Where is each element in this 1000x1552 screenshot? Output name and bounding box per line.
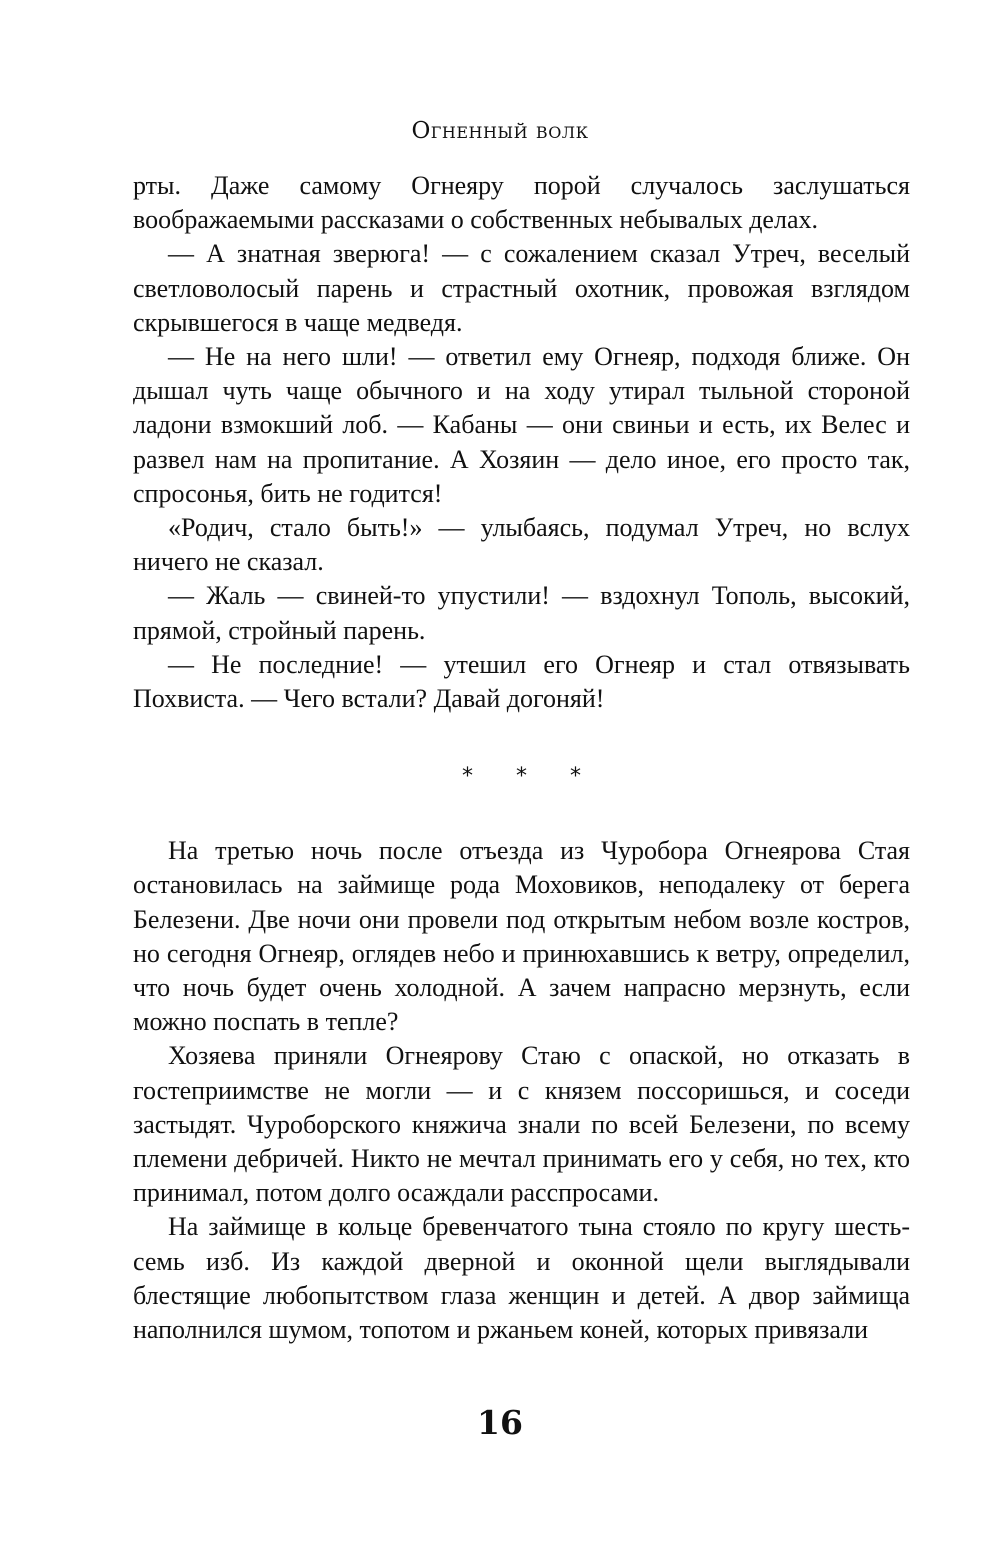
paragraph-dialogue-topol: — Жаль — свиней-то упустили! — вздохнул Тополь, высокий, прямой, стройный парень. [133,581,910,645]
body-text [133,169,910,1347]
paragraph-dialogue-utrech: — А знатная зверюга! — с сожалением сказал Утреч, веселый светловолосый парень и страстный охотник, провожая взглядом скрывшегося в чаще медведя. [133,239,910,337]
paragraph-utrech-thought: «Родич, стало быть!» — улыбаясь, подумал Утреч, но вслух ничего не сказал. [133,513,910,577]
page-number: 16 [477,1403,523,1442]
paragraph-third-night: На третью ночь после отъезда из Чуробора Огнеярова Стая остановилась на займище рода Моховиков, неподалеку от берега Белезени. Две ночи они провели под открытым небом возле костров, но сегодня Огнеяр, оглядев небо и принюхавшись к ветру, определил, что ночь будет очень холодной. А зачем напрасно мерзнуть, если можно поспать в тепле? [133,836,910,1037]
paragraph-continuation: рты. Даже самому Огнеяру порой случалось заслушаться воображаемыми рассказами о собственных небывалых делах. [133,171,910,235]
running-header: Огненный волк [411,118,589,144]
paragraph-hosts: Хозяева приняли Огнеярову Стаю с опаской, но отказать в гостеприимстве не могли — и с князем поссоришься, и соседи застыдят. Чуроборского княжича знали по всей Белезени, по всему племени дебричей. Никто не мечтал принимать его у себя, но тех, кто принимал, потом долго осаждали расспросами. [133,1041,910,1208]
paragraph-dialogue-ogneyar: — Не на него шли! — ответил ему Огнеяр, подходя ближе. Он дышал чуть чаще обычного и на ходу утирал тыльной стороной ладони взмокший лоб. — Кабаны — они свиньи и есть, их Велес и развел нам на пропитание. А Хозяин — дело иное, его просто так, спросонья, бить не годится! [133,342,910,508]
paragraph-dialogue-ogneyar-end: — Не последние! — утешил его Огнеяр и стал отвязывать Похвиста. — Чего встали? Давай догоняй! [133,649,910,714]
section-break: * * * [462,764,599,790]
paragraph-homestead: На займище в кольце бревенчатого тына стояло по кругу шесть-семь изб. Из каждой дверной и оконной щели выглядывали блестящие любопытством глаза женщин и детей. А двор займища наполнился шумом, топотом и ржаньем коней, которых привязали [133,1212,910,1345]
